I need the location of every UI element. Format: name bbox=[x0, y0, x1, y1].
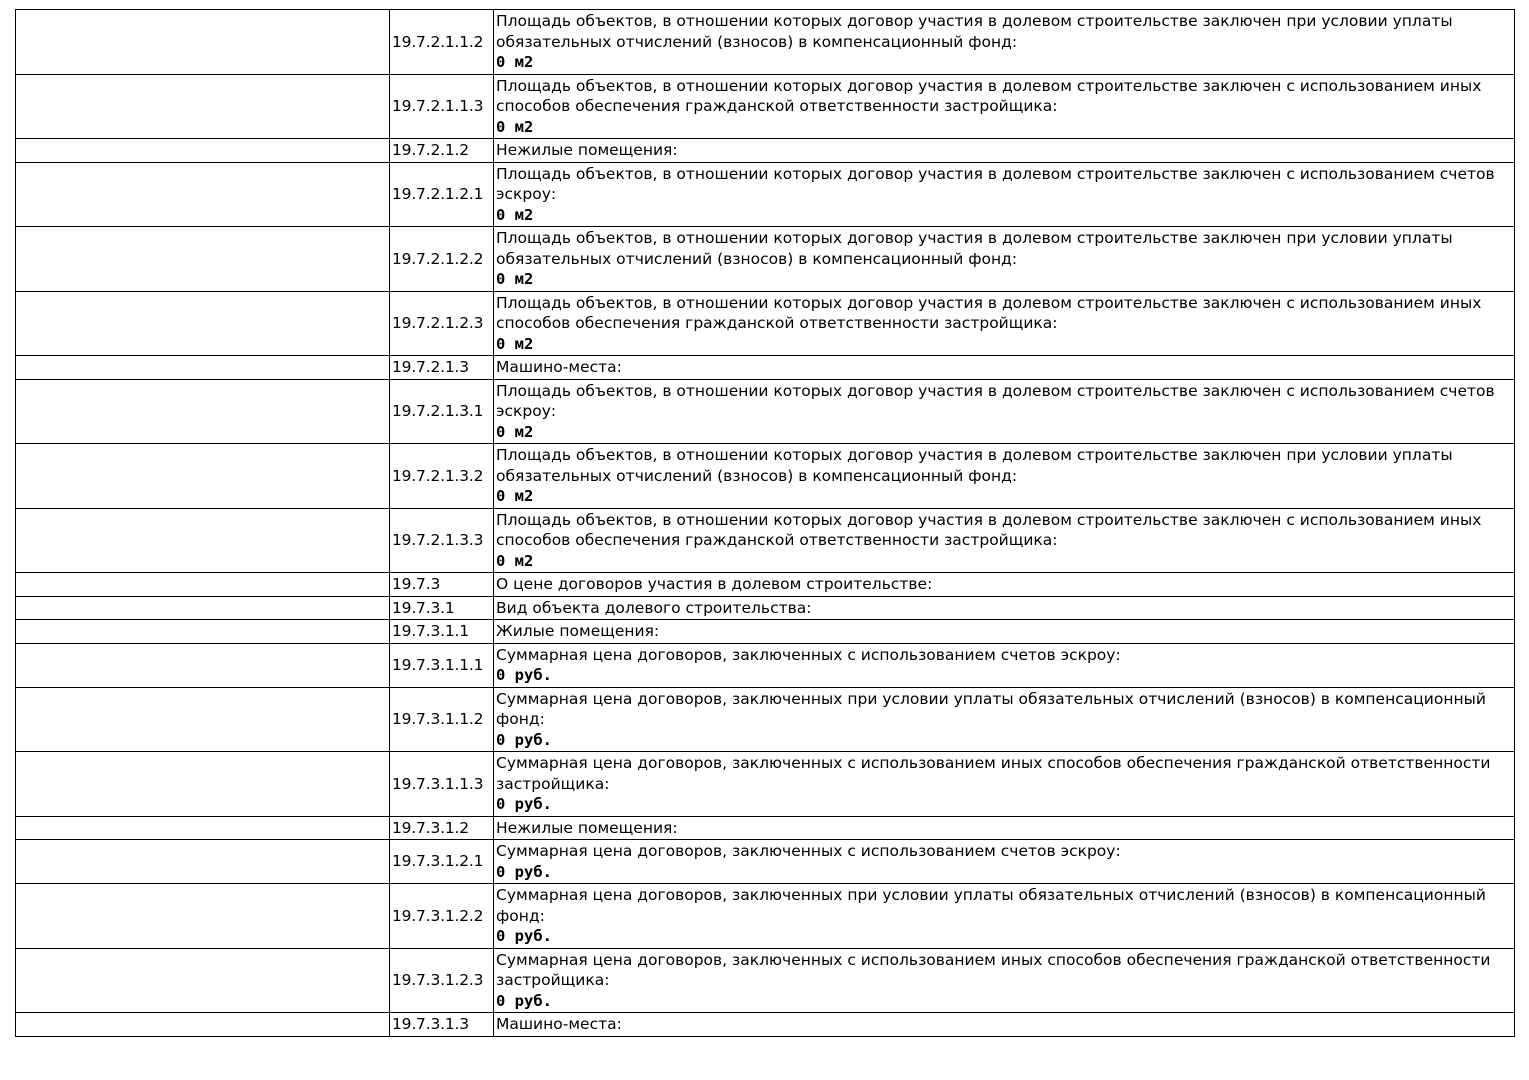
section-label: Площадь объектов, в отношении которых договор участия в долевом строительстве заключен с использованием счетов эскроу: bbox=[496, 381, 1495, 420]
section-content bbox=[494, 884, 1515, 949]
section-number: 19.7.2.1.3.1 bbox=[390, 379, 494, 444]
table-row bbox=[16, 948, 1515, 1013]
section-label: Суммарная цена договоров, заключенных с использованием счетов эскроу: bbox=[496, 842, 1121, 860]
section-number: 19.7.2.1.2 bbox=[390, 139, 494, 163]
blank-cell bbox=[16, 291, 390, 356]
section-number: 19.7.3.1.2.1 bbox=[390, 840, 494, 884]
section-content bbox=[494, 379, 1515, 444]
section-label: Площадь объектов, в отношении которых договор участия в долевом строительстве заключен с использованием иных способов обеспечения гражданской ответственности застройщика: bbox=[496, 293, 1482, 332]
table-row bbox=[16, 379, 1515, 444]
table-body bbox=[16, 10, 1515, 1037]
section-label: Нежилые помещения: bbox=[496, 141, 678, 159]
table-row bbox=[16, 596, 1515, 620]
section-content bbox=[494, 840, 1515, 884]
blank-cell bbox=[16, 227, 390, 292]
blank-cell bbox=[16, 620, 390, 644]
blank-cell bbox=[16, 752, 390, 817]
section-value: 0 м2 bbox=[496, 205, 534, 224]
section-label: Суммарная цена договоров, заключенных при условии уплаты обязательных отчислений (взносов) в компенсационный фонд: bbox=[496, 689, 1486, 728]
section-label: Площадь объектов, в отношении которых договор участия в долевом строительстве заключен с использованием иных способов обеспечения гражданской ответственности застройщика: bbox=[496, 510, 1482, 549]
section-number: 19.7.2.1.2.1 bbox=[390, 162, 494, 227]
section-value: 0 руб. bbox=[496, 927, 552, 945]
section-number: 19.7.2.1.3.2 bbox=[390, 444, 494, 509]
table-row bbox=[16, 10, 1515, 75]
table-row bbox=[16, 444, 1515, 509]
section-number: 19.7.2.1.2.2 bbox=[390, 227, 494, 292]
section-content bbox=[494, 162, 1515, 227]
table-row bbox=[16, 620, 1515, 644]
section-content bbox=[494, 752, 1515, 817]
section-label: Площадь объектов, в отношении которых договор участия в долевом строительстве заключен при условии уплаты обязательных отчислений (взносов) в компенсационный фонд: bbox=[496, 12, 1453, 51]
blank-cell bbox=[16, 573, 390, 597]
section-label: Суммарная цена договоров, заключенных при условии уплаты обязательных отчислений (взносов) в компенсационный фонд: bbox=[496, 886, 1486, 925]
section-label: Машино-места: bbox=[496, 1015, 622, 1033]
section-content bbox=[494, 10, 1515, 75]
section-value: 0 м2 bbox=[496, 487, 534, 505]
section-number: 19.7.2.1.3 bbox=[390, 356, 494, 380]
table-row bbox=[16, 840, 1515, 884]
section-number: 19.7.3.1 bbox=[390, 596, 494, 620]
blank-cell bbox=[16, 356, 390, 380]
section-label: Площадь объектов, в отношении которых договор участия в долевом строительстве заключен с использованием иных способов обеспечения гражданской ответственности застройщика: bbox=[496, 76, 1482, 115]
blank-cell bbox=[16, 884, 390, 949]
section-label: О цене договоров участия в долевом строительстве: bbox=[496, 575, 933, 593]
section-value: 0 м2 bbox=[496, 422, 534, 441]
section-value: 0 м2 bbox=[496, 53, 534, 71]
section-value: 0 м2 bbox=[496, 551, 534, 570]
table-row bbox=[16, 816, 1515, 840]
blank-cell bbox=[16, 1013, 390, 1037]
table-row bbox=[16, 356, 1515, 380]
section-number: 19.7.2.1.1.3 bbox=[390, 74, 494, 139]
section-value: 0 м2 bbox=[496, 334, 534, 353]
section-content bbox=[494, 573, 1515, 597]
section-number: 19.7.3.1.1 bbox=[390, 620, 494, 644]
section-content bbox=[494, 444, 1515, 509]
section-label: Суммарная цена договоров, заключенных с использованием счетов эскроу: bbox=[496, 645, 1121, 664]
blank-cell bbox=[16, 816, 390, 840]
blank-cell bbox=[16, 74, 390, 139]
section-number: 19.7.3.1.1.3 bbox=[390, 752, 494, 817]
blank-cell bbox=[16, 687, 390, 752]
section-number: 19.7.3.1.2.2 bbox=[390, 884, 494, 949]
section-label: Машино-места: bbox=[496, 358, 622, 376]
table-row bbox=[16, 1013, 1515, 1037]
table-row bbox=[16, 643, 1515, 687]
section-number: 19.7.2.1.1.2 bbox=[390, 10, 494, 75]
table-row bbox=[16, 74, 1515, 139]
section-number: 19.7.3.1.2.3 bbox=[390, 948, 494, 1013]
section-content bbox=[494, 508, 1515, 573]
section-content bbox=[494, 816, 1515, 840]
blank-cell bbox=[16, 139, 390, 163]
section-content bbox=[494, 356, 1515, 380]
table-row bbox=[16, 508, 1515, 573]
section-value: 0 руб. bbox=[496, 795, 552, 813]
document-page bbox=[15, 9, 1514, 1037]
section-label: Суммарная цена договоров, заключенных с использованием иных способов обеспечения гражданской ответственности застройщика: bbox=[496, 754, 1491, 793]
section-label: Нежилые помещения: bbox=[496, 818, 678, 837]
section-label: Суммарная цена договоров, заключенных с использованием иных способов обеспечения гражданской ответственности застройщика: bbox=[496, 950, 1491, 989]
section-content bbox=[494, 687, 1515, 752]
section-number: 19.7.3 bbox=[390, 573, 494, 597]
section-number: 19.7.3.1.1.2 bbox=[390, 687, 494, 752]
blank-cell bbox=[16, 508, 390, 573]
table-row bbox=[16, 884, 1515, 949]
blank-cell bbox=[16, 10, 390, 75]
table-row bbox=[16, 139, 1515, 163]
table-row bbox=[16, 752, 1515, 817]
table-row bbox=[16, 573, 1515, 597]
section-value: 0 руб. bbox=[496, 862, 552, 881]
section-content bbox=[494, 643, 1515, 687]
section-label: Площадь объектов, в отношении которых договор участия в долевом строительстве заключен с использованием счетов эскроу: bbox=[496, 164, 1495, 203]
section-number: 19.7.3.1.2 bbox=[390, 816, 494, 840]
section-label: Площадь объектов, в отношении которых договор участия в долевом строительстве заключен при условии уплаты обязательных отчислений (взносов) в компенсационный фонд: bbox=[496, 229, 1453, 268]
section-content bbox=[494, 139, 1515, 163]
table-row bbox=[16, 162, 1515, 227]
section-content bbox=[494, 620, 1515, 644]
blank-cell bbox=[16, 162, 390, 227]
section-value: 0 м2 bbox=[496, 270, 534, 288]
blank-cell bbox=[16, 379, 390, 444]
section-content bbox=[494, 227, 1515, 292]
section-number: 19.7.3.1.3 bbox=[390, 1013, 494, 1037]
section-label: Жилые помещения: bbox=[496, 622, 660, 640]
section-value: 0 руб. bbox=[496, 666, 552, 684]
section-value: 0 руб. bbox=[496, 991, 552, 1010]
section-content bbox=[494, 74, 1515, 139]
section-value: 0 м2 bbox=[496, 117, 534, 136]
table-row bbox=[16, 227, 1515, 292]
section-content bbox=[494, 1013, 1515, 1037]
blank-cell bbox=[16, 643, 390, 687]
section-label: Вид объекта долевого строительства: bbox=[496, 598, 812, 617]
section-number: 19.7.3.1.1.1 bbox=[390, 643, 494, 687]
blank-cell bbox=[16, 840, 390, 884]
section-number: 19.7.2.1.2.3 bbox=[390, 291, 494, 356]
table-row bbox=[16, 291, 1515, 356]
table-row bbox=[16, 687, 1515, 752]
section-content bbox=[494, 596, 1515, 620]
blank-cell bbox=[16, 948, 390, 1013]
blank-cell bbox=[16, 444, 390, 509]
section-number: 19.7.2.1.3.3 bbox=[390, 508, 494, 573]
declaration-table bbox=[15, 9, 1515, 1037]
blank-cell bbox=[16, 596, 390, 620]
section-label: Площадь объектов, в отношении которых договор участия в долевом строительстве заключен при условии уплаты обязательных отчислений (взносов) в компенсационный фонд: bbox=[496, 446, 1453, 485]
section-value: 0 руб. bbox=[496, 730, 552, 749]
section-content bbox=[494, 291, 1515, 356]
section-content bbox=[494, 948, 1515, 1013]
